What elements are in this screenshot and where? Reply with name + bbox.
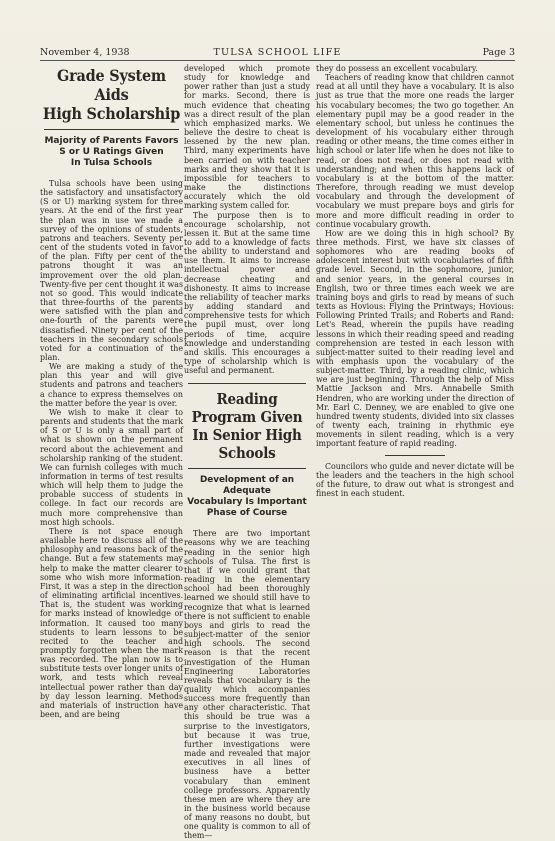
masthead-rule <box>40 60 515 61</box>
article2-paragraph: There are two important reasons why we are teaching reading in the senior high schools of Tulsa. The first is that if we could grant that reading in the elementary school had been thoroughly learned we should still have to recognize that what is learned there is not sufficient to enable boys and girls to read the subject-matter of the senior high schools. The second reason is that the recent investigation of the Human Engineering Laboratories reveals that vocabulary is the quality which accompanies success more frequently than any other characteristic. That this should be true was a surprise to the investigators, but because it was true, further investigations were made and revealed that major executives in all lines of business have a better vocabulary than eminent college professors. Apparently these men are where they are in the business world because of many reasons no doubt, but one quality is common to all of them— <box>184 529 310 841</box>
column-2 <box>184 64 310 841</box>
column-3 <box>316 64 514 498</box>
issue-date: November 4, 1938 <box>40 47 130 58</box>
article2-paragraph: How are we doing this in high school? By three methods. First, we have six classes of sophomores who are reading books of adolescent interest but with vocabularies of fifth grade level. Second, in the sophomore, junior, and senior years, in the general courses in English, two or three times each week we are training boys and girls to read by means of such texts as Hovious: Flying the Printways; Hovious: Following Printed Trails; and Roberts and Rand: Let's Read, wherein the pupils have reading lessons in which their reading speed and reading comprehension are tested in each lesson with subject-matter suited to their reading level and with emphasis upon the vocabulary of the subject-matter. Third, by a reading clinic, which we are just beginning. Through the help of Miss Mattie Jackson and Mrs. Annabelle Smith Hendren, who are working under the direction of Mr. Earl C. Denney, we are enabled to give one hundred twenty students, divided into six classes of twenty each, training in rhythmic eye movements in silent reading, which is a very important feature of rapid reading. <box>316 228 514 449</box>
section-divider <box>385 455 445 456</box>
page-number: Page 3 <box>482 47 515 58</box>
article2-paragraph: they do possess an excellent vocabulary. <box>316 64 478 73</box>
headline-divider <box>188 468 306 469</box>
masthead <box>40 47 515 61</box>
article1-paragraph: There is not space enough available here to discuss all of the philosophy and reasons back of the change. But a few statements may help to make the matter clearer to some who wish more information. First, it was a step in the direction of eliminating artificial incentives. That is, the student was working for marks instead of knowledge or information. It caused too many students to learn lessons to be recited to the teacher and promptly forgotten when the mark was recorded. The plan now is to substitute tests over longer units of work, and tests which reveal intellectual power rather than day by day lesson learning. Methods and materials of instruction have been, and are being <box>40 526 183 720</box>
article1-headline-line1: Grade System Aids <box>57 66 166 104</box>
article1-paragraph: developed which promote study for knowledge and power rather than just a study for marks. Second, there is much evidence that cheating was a direct result of the plan which emphasized marks. We believe the desire to cheat is lessened by the new plan. Third, many experiments have been carried on with teacher marks and they show that it is impossible for teachers to make the distinctions accurately which the old marking system called for. <box>184 64 310 211</box>
article1-paragraph: Tulsa schools have been using the satisfactory and unsatisfactory (S or U) marking system for three years. At the end of the first year the plan was in use we made a survey of the opinions of students, patrons and teachers. Seventy per cent of the students voted in favor of the plan. Fifty per cent of the patrons thought it was an improvement over the old plan. Twenty-five per cent thought it was not so good. This would indicate that three-fourths of the parents were satisfied with the plan and one-fourth of the parents were dissatisfied. Ninety per cent of the teachers in the secondary schools voted for a continuation of the plan. <box>40 179 183 362</box>
article2-deck-line1: Development of an Adequate <box>199 475 295 497</box>
article2-headline-line1: Reading Program Given <box>191 390 303 427</box>
article1-deck-line2: S or U Ratings Given <box>59 147 164 157</box>
article-divider <box>188 383 306 384</box>
article1-paragraph: We wish to make it clear to parents and students that the mark of S or U is only a small part of what is shown on the permanent record about the achievement and scholarship ranking of the student. We can furnish colleges with much information in terms of test results which will help them to judge the probable success of students in college. In fact our records are much more comprehensive than most high schools. <box>40 407 183 527</box>
article2-deck-line3: Phase of Course <box>206 508 288 519</box>
headline-divider <box>44 129 179 130</box>
article1-paragraph: We are making a study of the plan this year and will give students and patrons and teachers a chance to express themselves on the matter before the year is over. <box>40 362 183 408</box>
newspaper-name: TULSA SCHOOL LIFE <box>213 47 342 58</box>
article1-deck-line1: Majority of Parents Favors <box>44 136 179 146</box>
column-1 <box>40 64 183 719</box>
article1-deck-line3: In Tulsa Schools <box>70 158 153 168</box>
article1-headline-line2: High Scholarship <box>42 104 181 123</box>
article2-paragraph: Teachers of reading know that children cannot read at all until they have a vocabulary. It is also just as true that the more one reads the larger his vocabulary becomes; the two go together. An elementary pupil may be a good reader in the elementary school, but unless he continues the development of his vocabulary either through reading or other means, the time comes either in high school or later life when he does not like to read, or does not read, or does not read with understanding; and when this happens lack of vocabulary is at the bottom of the matter. Therefore, through reading we must develop vocabulary and through the development of vocabulary we must prepare boys and girls for more and more difficult reading in order to continue vocabulary growth. <box>316 73 514 229</box>
article2-headline-line2: In Senior High Schools <box>192 426 302 463</box>
article2-deck-line2: Vocabulary Is Important <box>187 497 307 508</box>
article1-paragraph: The purpose then is to encourage scholarship, not lessen it. But at the same time to add to a knowledge of facts the ability to understand and use them. It aims to increase intellectual power and decrease cheating and dishonesty. It aims to increase the reliability of teacher marks by adding standard and comprehensive tests for which the pupil must, over long periods of time, acquire knowledge and understanding and skills. This encourages a type of scholarship which is useful and permanent. <box>184 210 310 376</box>
closing-note: Councilors who guide and never dictate will be the leaders and the teachers in the high school of the future, to draw out what is strongest and finest in each student. <box>316 461 514 499</box>
